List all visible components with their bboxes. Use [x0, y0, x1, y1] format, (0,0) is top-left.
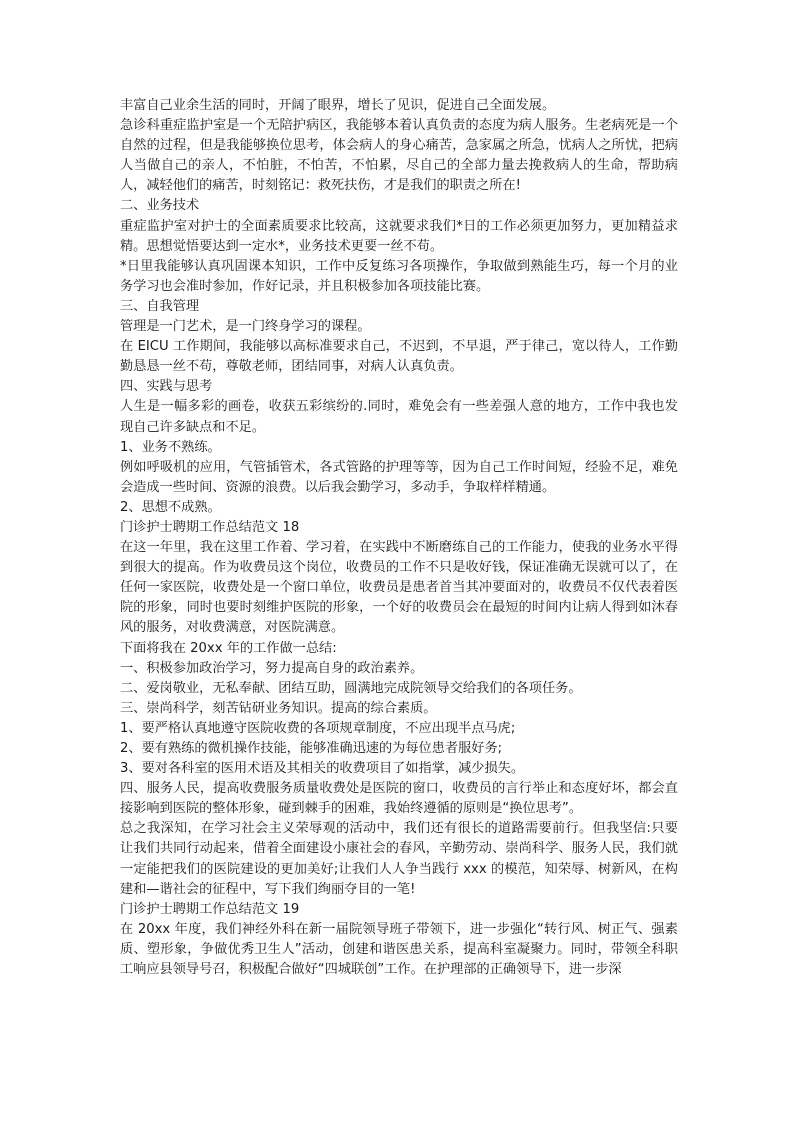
section-heading: 三、自我管理	[120, 298, 200, 314]
paragraph: 重症监护室对护士的全面素质要求比较高，这就要求我们*日的工作必须更加努力，更加精益求精。思想觉悟要达到一定水*，业务技术更要一丝不苟。	[120, 218, 678, 254]
paragraph: 在 EICU 工作期间，我能够以高标准要求自己，不迟到，不早退，严于律己，宽以待人，工作勤勤恳恳一丝不苟，尊敬老师，团结同事，对病人认真负责。	[120, 339, 678, 375]
paragraph: 丰富自己业余生活的同时，开阔了眼界，增长了见识，促进自己全面发展。	[120, 98, 556, 113]
paragraph: 四、服务人民，提高收费服务质量收费处是医院的窗口，收费员的言行举止和态度好坏，都会直接影响到医院的整体形象，碰到棘手的困难，我始终遵循的原则是“换位思考”。	[120, 781, 678, 817]
paragraph: 下面将我在 20xx 年的工作做一总结:	[120, 640, 337, 656]
paragraph: 管理是一门艺术，是一门终身学习的课程。	[120, 319, 371, 335]
paragraph: 人生是一幅多彩的画卷，收获五彩缤纷的.同时，难免会有一些差强人意的地方，工作中我也发现自己许多缺点和不足。	[120, 399, 678, 435]
section-heading: 二、业务技术	[120, 198, 200, 214]
section-heading: 四、实践与思考	[120, 379, 213, 395]
article-title: 门诊护士聘期工作总结范文 18	[120, 519, 300, 535]
list-item: 1、要严格认真地遵守医院收费的各项规章制度，不应出现半点马虎;	[120, 720, 516, 736]
list-item: 2、要有熟练的微机操作技能，能够准确迅速的为每位患者服好务;	[120, 741, 503, 756]
list-item: 2、思想不成熟。	[120, 499, 221, 515]
paragraph: 在这一年里，我在这里工作着、学习着，在实践中不断磨练自己的工作能力，使我的业务水平得到很大的提高。作为收费员这个岗位，收费员的工作不只是收好钱，保证准确无误就可以了，在任何一家医院，收费处是一个窗口单位，收费员是患者首当其冲要面对的，收费员不仅代表着医院的形象，同时也要时刻维护医院的形象，一个好的收费员会在最短的时间内让病人得到如沐春风的服务，对收费满意，对医院满意。	[120, 540, 678, 636]
paragraph: 在 20xx 年度，我们神经外科在新一届院领导班子带领下，进一步强化“转行风、树正气、强素质、塑形象，争做优秀卫生人”活动，创建和谐医患关系，提高科室凝聚力。同时，带领全科职工响应县领导号召，积极配合做好“四城联创”工作。在护理部的正确领导下，进一步深	[120, 921, 678, 978]
paragraph: 例如呼吸机的应用，气管插管术，各式管路的护理等等，因为自己工作时间短，经验不足，难免会造成一些时间、资源的浪费。以后我会勤学习，多动手，争取样样精通。	[120, 459, 678, 495]
article-title: 门诊护士聘期工作总结范文 19	[120, 901, 300, 917]
document-body	[120, 96, 678, 980]
paragraph: *日里我能够认真巩固课本知识，工作中反复练习各项操作，争取做到熟能生巧，每一个月的业务学习也会准时参加，作好记录，并且积极参加各项技能比赛。	[120, 258, 678, 294]
paragraph: 急诊科重症监护室是一个无陪护病区，我能够本着认真负责的态度为病人服务。生老病死是一个自然的过程，但是我能够换位思考，体会病人的身心痛苦，急家属之所急，忧病人之所忧，把病人当做自己的亲人，不怕脏，不怕苦，不怕累，尽自己的全部力量去挽救病人的生命，帮助病人，减轻他们的痛苦，时刻铭记：救死扶伤，才是我们的职责之所在!	[120, 118, 678, 194]
list-item: 三、崇尚科学，刻苦钻研业务知识。提高的综合素质。	[120, 700, 437, 716]
list-item: 1、业务不熟练。	[120, 439, 221, 455]
paragraph: 总之我深知，在学习社会主义荣辱观的活动中，我们还有很长的道路需要前行。但我坚信:只要让我们共同行动起来，借着全面建设小康社会的春风，辛勤劳动、崇尚科学、服务人民，我们就一定能把我们的医院建设的更加美好;让我们人人争当践行 xxx 的模范，知荣辱、树新风，在构建和—谐社会的征程中，写下我们绚丽夺目的一笔!	[120, 821, 678, 897]
list-item: 二、爱岗敬业，无私奉献、团结互助，圆满地完成院领导交给我们的各项任务。	[120, 680, 582, 696]
list-item: 3、要对各科室的医用术语及其相关的收费项目了如指掌，减少损失。	[120, 761, 525, 777]
list-item: 一、积极参加政治学习，努力提高自身的政治素养。	[120, 660, 424, 676]
